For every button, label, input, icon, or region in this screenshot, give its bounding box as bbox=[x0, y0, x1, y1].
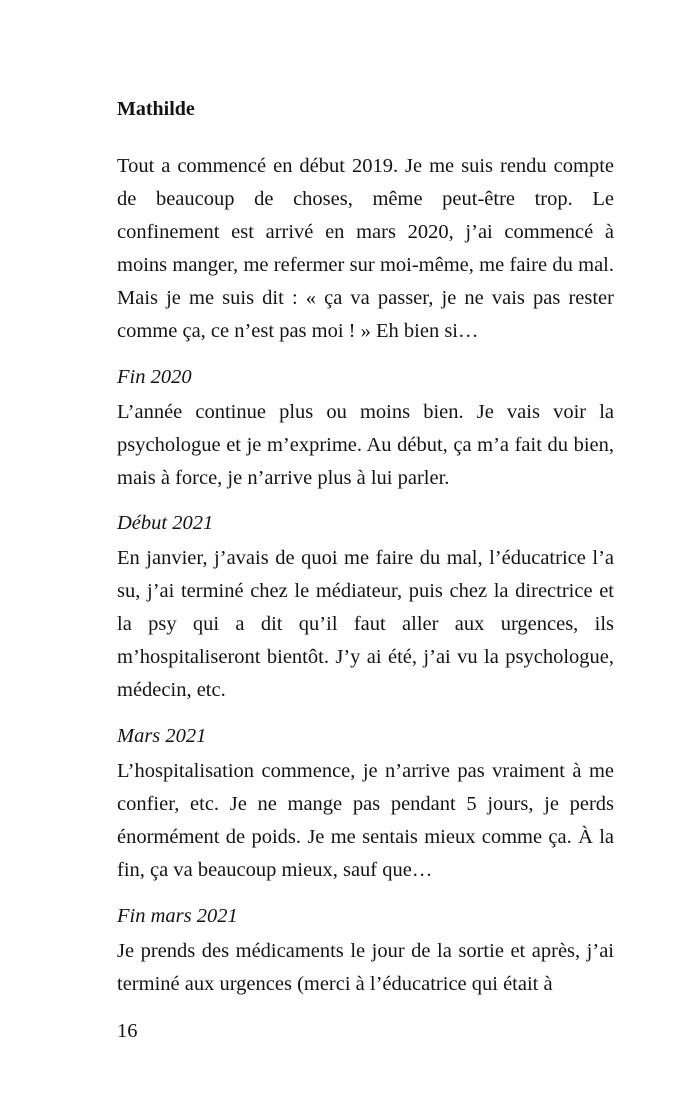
section-paragraph: Je prends des médicaments le jour de la sortie et après, j’ai terminé aux urgences (merci à l’éducatrice qui était à bbox=[117, 940, 614, 995]
section-heading: Fin mars 2021 bbox=[117, 905, 238, 927]
intro-paragraph: Tout a commencé en début 2019. Je me suis rendu compte de beaucoup de choses, même peut-être trop. Le confinement est arrivé en mars 2020, j’ai commencé à moins manger, me refermer sur moi-même, me faire du mal. Mais je me suis dit : « ça va passer, je ne vais pas rester comme ça, ce n’est pas moi ! » Eh bien si… bbox=[117, 155, 614, 342]
section-paragraph: En janvier, j’avais de quoi me faire du mal, l’éducatrice l’a su, j’ai terminé chez le médiateur, puis chez la directrice et la psy qui a dit qu’il faut aller aux urgences, ils m’hospitaliseront bientôt. J’y ai été, j’ai vu la psychologue, médecin, etc. bbox=[117, 547, 614, 701]
section-paragraph: L’année continue plus ou moins bien. Je vais voir la psychologue et je m’exprime. Au début, ça m’a fait du bien, mais à force, je n’arrive plus à lui parler. bbox=[117, 401, 614, 489]
section-heading: Début 2021 bbox=[117, 512, 214, 534]
chapter-title: Mathilde bbox=[117, 98, 195, 120]
book-page bbox=[117, 0, 614, 1110]
page-number: 16 bbox=[117, 1020, 138, 1042]
section-paragraph: L’hospitalisation commence, je n’arrive pas vraiment à me confier, etc. Je ne mange pas pendant 5 jours, je perds énormément de poids. Je me sentais mieux comme ça. À la fin, ça va beaucoup mieux, sauf que… bbox=[117, 760, 614, 881]
section-heading: Mars 2021 bbox=[117, 725, 207, 747]
section-heading: Fin 2020 bbox=[117, 366, 192, 388]
